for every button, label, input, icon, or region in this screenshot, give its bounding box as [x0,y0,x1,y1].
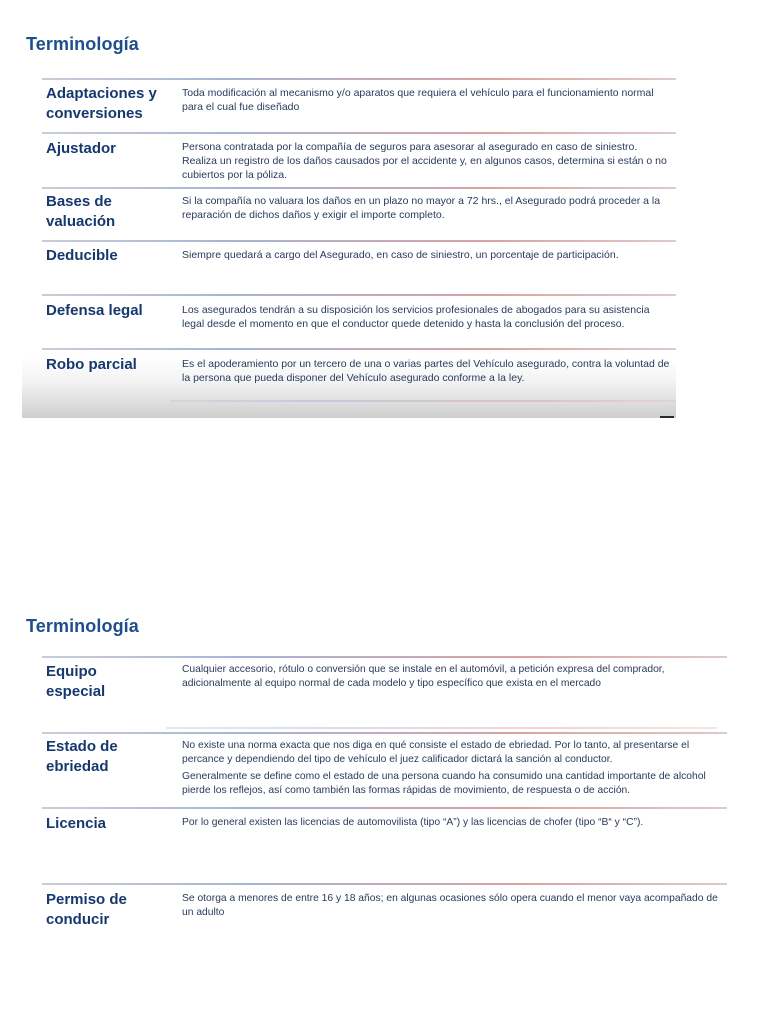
row-divider [42,807,727,809]
term-label: Bases de valuación [46,193,116,230]
definition-paragraph: No existe una norma exacta que nos diga en qué consiste el estado de ebriedad. Por lo tanto, al presentarse el percance y dependiendo del tipo de vehículo el juez calificador dictará la sanción al conductor. [182,740,690,765]
row-divider [42,78,676,80]
term-definition: Se otorga a menores de entre 16 y 18 años; en algunas ocasiones sólo opera cuando el menor vaya acompañado de un adulto [182,893,718,918]
row-divider [42,240,676,242]
corner-mark [660,416,674,418]
term-definition: Por lo general existen las licencias de automovilista (tipo “A”) y las licencias de chofer (tipo “B“ y “C”). [182,817,644,828]
term-label: Estado de ebriedad [46,738,118,775]
row-divider [42,883,727,885]
term-label: Permiso de conducir [46,891,127,928]
row-divider [170,400,676,402]
term-label: Adaptaciones y conversiones [46,85,157,122]
row-divider [42,132,676,134]
slide-title: Terminología [26,34,139,54]
term-definition: Es el apoderamiento por un tercero de una o varias partes del Vehículo asegurado, contra la voluntad de la persona que pueda disponer del Vehículo asegurado conforme a la ley. [182,358,670,384]
term-definition: Persona contratada por la compañía de seguros para asesorar al asegurado en caso de siniestro. Realiza un registro de los daños causados por el accidente y, en algunos casos, determina si están o no cubiertos por la póliza. [182,141,667,181]
row-divider [166,727,717,729]
term-definition: Si la compañía no valuara los daños en un plazo no mayor a 72 hrs., el Asegurado podrá proceder a la reparación de dichos daños y exigir el importe completo. [182,195,661,221]
row-divider [42,294,676,296]
terminology-slide-1 [22,28,676,418]
terminology-slide-2 [22,610,727,940]
term-label: Ajustador [46,140,117,157]
term-label: Deducible [46,247,118,264]
term-definition: Siempre quedará a cargo del Asegurado, en caso de siniestro, un porcentaje de participación. [182,249,619,261]
term-definition: Cualquier accesorio, rótulo o conversión que se instale en el automóvil, a petición expresa del comprador, adicionalmente al equipo normal de cada modelo y tipo específico que exista en el mercado [182,664,665,689]
term-label: Licencia [46,815,107,832]
row-divider [42,732,727,734]
term-label: Robo parcial [46,356,137,373]
row-divider [42,656,727,658]
definition-paragraph: Generalmente se define como el estado de una persona cuando ha consumido una cantidad importante de alcohol pierde los reflejos, así como también las formas rápidas de movimiento, de respuesta o de acción. [182,771,706,796]
row-divider [42,187,676,189]
term-label: Defensa legal [46,302,143,319]
term-definition: Los asegurados tendrán a su disposición los servicios profesionales de abogados para su asistencia legal desde el momento en que el conductor quede detenido y hasta la conclusión del proceso. [182,304,650,330]
term-definition [182,739,727,801]
slide-title: Terminología [26,616,139,636]
row-divider [42,348,676,350]
term-label: Equipo especial [46,663,106,700]
term-definition: Toda modificación al mecanismo y/o aparatos que requiera el vehículo para el funcionamiento normal para el cual fue diseñado [182,87,654,113]
